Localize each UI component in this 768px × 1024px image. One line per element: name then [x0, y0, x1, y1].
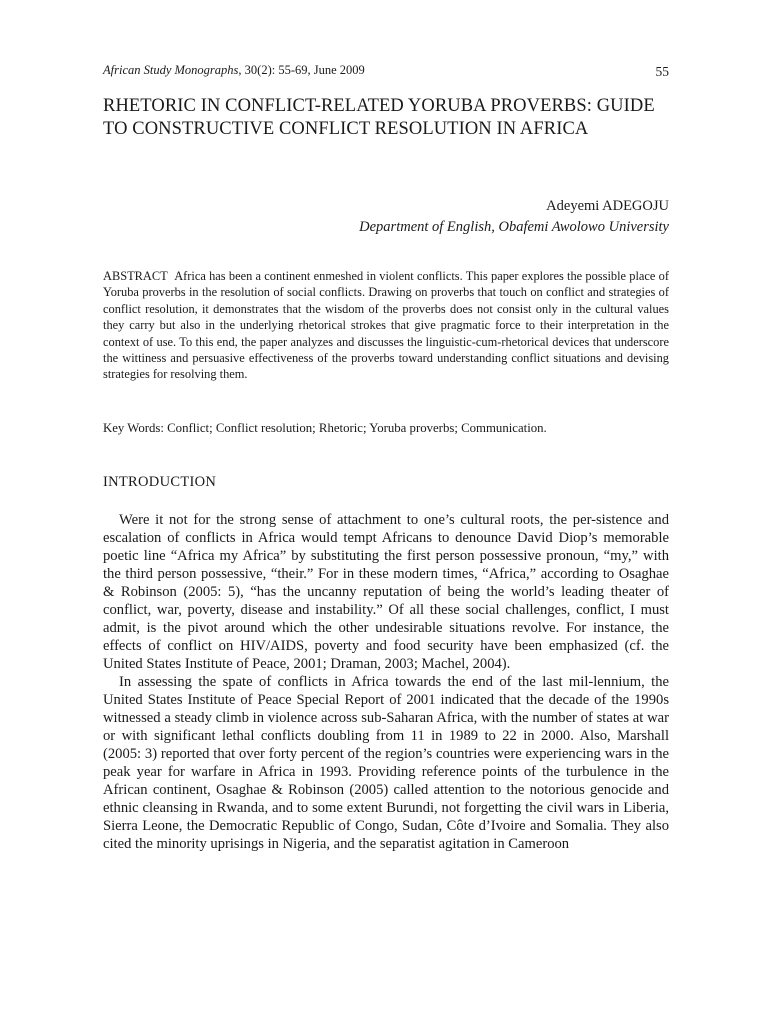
abstract-label: ABSTRACT [103, 269, 168, 283]
keywords-text: Conflict; Conflict resolution; Rhetoric; Yoruba proverbs; Communication. [167, 421, 547, 435]
keywords-label: Key Words: [103, 421, 164, 435]
paragraph: Were it not for the strong sense of attachment to one’s cultural roots, the per-sistence and escalation of conflicts in Africa would tempt Africans to denounce David Diop’s memorable poetic line “Africa my Africa” by substituting the first person possessive pronoun, “my,” with the third person possessive, “their.” For in these modern times, “Africa,” according to Osaghae & Robinson (2005: 5), “has the uncanny reputation of being the world’s leading theater of conflict, war, poverty, disease and instability.” Of all these social challenges, conflict, I must admit, is the pivot around which the other undesirable situations revolve. For instance, the effects of conflict on HIV/AIDS, poverty and food security have been emphasized (cf. the United States Institute of Peace, 2001; Draman, 2003; Machel, 2004). [103, 512, 669, 672]
article-title: RHETORIC IN CONFLICT-RELATED YORUBA PROVERBS: GUIDE TO CONSTRUCTIVE CONFLICT RESOLUTION IN AFRICA [103, 96, 655, 139]
author-name: Adeyemi ADEGOJU [546, 198, 669, 214]
author-block [359, 196, 669, 238]
document-page [103, 0, 669, 1024]
section-heading: INTRODUCTION [103, 474, 217, 490]
abstract-text: Africa has been a continent enmeshed in violent conflicts. This paper explores the possible place of Yoruba proverbs in the resolution of social conflicts. Drawing on proverbs that touch on conflict and strategies of conflict resolution, it demonstrates that the wisdom of the proverbs does not consist only in the cultural values they carry but also in the underlying rhetorical strokes that give pragmatic force to their interpretation in the context of use. To this end, the paper analyzes and discusses the linguistic-cum-rhetorical devices that underscore the wittiness and persuasive effectiveness of the proverbs toward understanding conflict situations and devising strategies for resolving them. [103, 269, 669, 382]
body-text [103, 511, 669, 853]
journal-citation: , 30(2): 55-69, June 2009 [238, 63, 365, 77]
keywords [103, 420, 669, 437]
abstract [103, 268, 669, 383]
running-header [103, 62, 669, 78]
journal-name: African Study Monographs [103, 63, 239, 77]
page-number: 55 [655, 64, 669, 79]
paragraph: In assessing the spate of conflicts in Africa towards the end of the last mil-lennium, the United States Institute of Peace Special Report of 2001 indicated that the decade of the 1990s witnessed a steady climb in violence across sub-Saharan Africa, with the number of states at war or with significant lethal conflicts doubling from 11 in 1989 to 22 in 2000. Also, Marshall (2005: 3) reported that over forty percent of the region’s countries were experiencing wars in the peak year for warfare in Africa in 1993. Providing reference points of the turbulence in the African continent, Osaghae & Robinson (2005) called attention to the notorious genocide and ethnic cleansing in Rwanda, and to some extent Burundi, not forgetting the civil wars in Liberia, Sierra Leone, the Democratic Republic of Congo, Sudan, Côte d’Ivoire and Somalia. They also cited the minority uprisings in Nigeria, and the separatist agitation in Cameroon [103, 674, 669, 852]
author-affiliation: Department of English, Obafemi Awolowo University [359, 219, 669, 235]
